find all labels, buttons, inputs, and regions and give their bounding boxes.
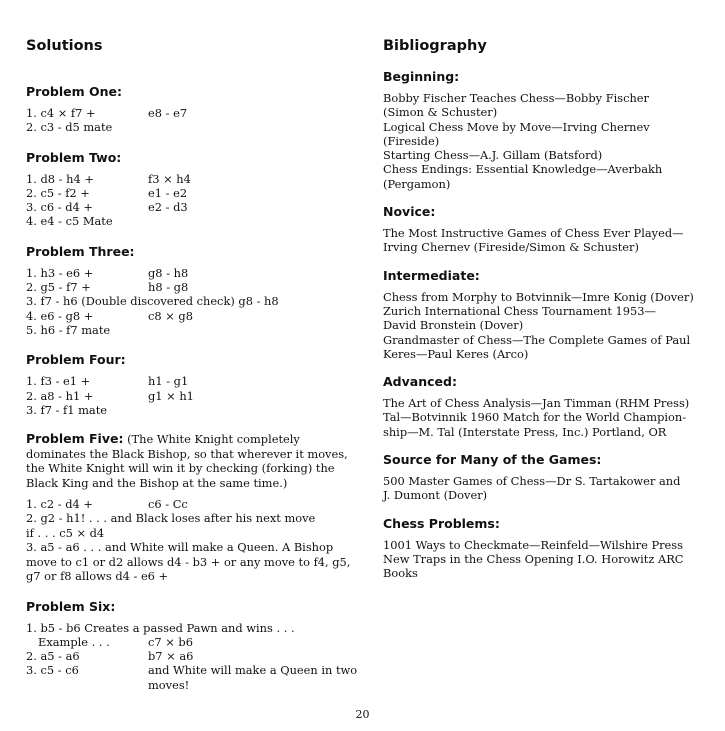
bib-line: J. Dumont (Dover) [383, 488, 488, 503]
white-move: 4. e4 - c5 Mate [26, 214, 113, 229]
solutions-column [26, 38, 358, 707]
move-row [26, 663, 358, 692]
move-row [26, 374, 358, 388]
black-move: e8 - e7 [148, 106, 188, 120]
bib-line: Grandmaster of Chess—The Complete Games of Paul [383, 332, 691, 347]
bib-line: Bobby Fischer Teaches Chess—Bobby Fischer [383, 91, 649, 105]
bib-line: Tal—Botvinnik 1960 Match for the World Champion- [383, 410, 687, 425]
move-row [26, 266, 358, 280]
bib-section-source [383, 452, 703, 503]
bib-line: Keres—Paul Keres (Arco) [383, 346, 529, 361]
white-move: 2. g5 - f7 + [26, 280, 91, 295]
bib-section-problems [383, 516, 703, 581]
move-row [26, 280, 358, 294]
white-move: 1. h3 - e6 + [26, 265, 94, 280]
problem-three [26, 244, 358, 337]
move-row [26, 635, 358, 649]
white-move: 1. f3 - e1 + [26, 374, 91, 389]
bib-section-beginning [383, 69, 703, 191]
black-move: c8 × g8 [148, 308, 193, 323]
black-move: f3 × h4 [148, 171, 191, 186]
move-line: if . . . c5 × d4 [26, 525, 105, 540]
white-move: 1. c4 × f7 + [26, 106, 96, 120]
move-row [26, 294, 358, 308]
white-move: 3. c6 - d4 + [26, 200, 93, 215]
move-row [26, 309, 358, 323]
white-move: 4. e6 - g8 + [26, 308, 94, 323]
problem-six-title: Problem Six: [26, 598, 116, 614]
white-move: 1. d8 - h4 + [26, 171, 94, 186]
problem-one-title: Problem One: [26, 84, 123, 99]
move-line: 3. f7 - h6 (Double discovered check) g8 - h8 [26, 294, 279, 309]
problem-five-description: (The White Knight completely dominates the Black Bishop, so that wherever it moves, the White Knight will win it by checking (forking) the Black King and the Bishop at the same time.) [26, 432, 348, 490]
bibliography-column [383, 38, 703, 594]
bib-line: Irving Chernev (Fireside/Simon & Schuster) [383, 240, 639, 255]
black-move: h8 - g8 [148, 280, 189, 295]
problem-six [26, 599, 358, 692]
bib-line: (Simon & Schuster) [383, 105, 498, 120]
move-line: 5. h6 - f7 mate [26, 322, 111, 337]
move-row [26, 200, 358, 214]
move-row [26, 106, 358, 120]
move-row [26, 526, 358, 540]
problem-one [26, 84, 358, 135]
bib-section-title: Novice: [383, 204, 436, 220]
bib-line: New Traps in the Chess Opening I.O. Horowitz ARC [383, 551, 684, 566]
white-move: 1. c2 - d4 + [26, 497, 93, 512]
bib-line: 500 Master Games of Chess—Dr S. Tartakower and [383, 474, 681, 489]
bib-section-title: Chess Problems: [383, 515, 500, 531]
move-line: 2. g2 - h1! . . . and Black loses after his next move [26, 511, 316, 526]
white-move: 2. a5 - a6 [26, 649, 80, 664]
bib-line: ship—M. Tal (Interstate Press, Inc.) Portland, OR [383, 424, 667, 439]
bib-line: Logical Chess Move by Move—Irving Chernev (Fireside) [383, 119, 650, 148]
bib-line: The Most Instructive Games of Chess Ever Played— [383, 226, 684, 241]
problem-four-title: Problem Four: [26, 352, 126, 368]
move-paragraph: 3. a5 - a6 . . . and White will make a Queen. A Bishop move to c1 or d2 allows d4 - b3 + or any move to f4, g5, g7 or f8 allows d4 - e6 + [26, 540, 351, 584]
black-move: g1 × h1 [148, 388, 194, 403]
bib-section-title: Intermediate: [383, 267, 480, 283]
white-move: 3. f7 - f1 mate [26, 402, 108, 417]
move-row [26, 120, 358, 134]
bib-section-intermediate [383, 268, 703, 361]
move-row [26, 649, 358, 663]
problem-five-title: Problem Five: [26, 431, 124, 447]
problem-two-title: Problem Two: [26, 149, 122, 165]
black-move: e2 - d3 [148, 200, 188, 215]
bib-line: Starting Chess—A.J. Gillam (Batsford) [383, 148, 603, 163]
black-move: b7 × a6 [148, 649, 194, 664]
bib-section-title: Source for Many of the Games: [383, 452, 602, 468]
page-number: 20 [355, 708, 370, 721]
move-line: 1. b5 - b6 Creates a passed Pawn and wins . . . [26, 620, 295, 635]
bib-section-title: Advanced: [383, 374, 457, 390]
bib-line: Zurich International Chess Tournament 1953— [383, 303, 656, 318]
bib-line: (Pergamon) [383, 176, 451, 191]
bib-line: Books [383, 566, 418, 581]
bib-section-novice [383, 204, 703, 255]
problem-five-intro [26, 432, 358, 490]
problem-four [26, 352, 358, 417]
black-move: e1 - e2 [148, 185, 188, 200]
bib-section-advanced [383, 374, 703, 439]
bib-line: Chess Endings: Essential Knowledge—Averbakh [383, 162, 663, 177]
solutions-heading: Solutions [26, 38, 103, 54]
bibliography-heading: Bibliography [383, 38, 487, 54]
white-move: 3. c5 - c6 [26, 663, 79, 678]
move-row [26, 621, 358, 635]
black-move: c6 - Cc [148, 497, 188, 512]
move-row [26, 511, 358, 525]
move-row [26, 323, 358, 337]
bib-section-title: Beginning: [383, 69, 460, 84]
move-row [26, 214, 358, 228]
problem-five [26, 432, 358, 583]
problem-two [26, 150, 358, 229]
black-move: g8 - h8 [148, 265, 189, 280]
bib-line: The Art of Chess Analysis—Jan Timman (RHM Press) [383, 396, 690, 411]
white-move: 2. c5 - f2 + [26, 185, 90, 200]
bib-line: Chess from Morphy to Botvinnik—Imre Konig (Dover) [383, 289, 694, 304]
white-move: 2. a8 - h1 + [26, 388, 94, 403]
move-row [26, 403, 358, 417]
problem-three-title: Problem Three: [26, 243, 135, 259]
bib-line: 1001 Ways to Checkmate—Reinfeld—Wilshire Press [383, 537, 683, 552]
white-move: 2. c3 - d5 mate [26, 120, 113, 135]
move-row [26, 497, 358, 511]
bib-line: David Bronstein (Dover) [383, 318, 524, 333]
white-move: Example . . . [38, 634, 110, 649]
move-row [26, 389, 358, 403]
move-row [26, 172, 358, 186]
black-move: c7 × b6 [148, 634, 193, 649]
move-row [26, 186, 358, 200]
black-move: and White will make a Queen in two moves! [148, 663, 358, 692]
black-move: h1 - g1 [148, 374, 189, 389]
